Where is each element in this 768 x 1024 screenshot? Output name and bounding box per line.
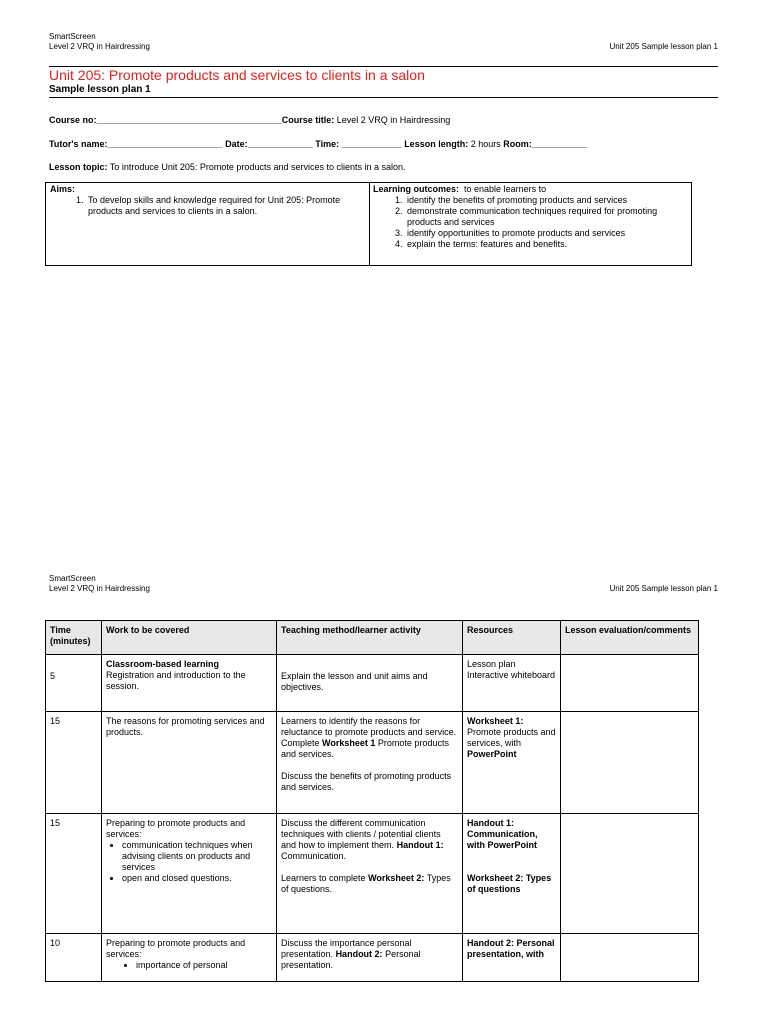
- table-row: [46, 655, 699, 712]
- header-work: Work to be covered: [102, 621, 277, 655]
- work-heading: Classroom-based learning: [106, 659, 220, 669]
- page-subtitle: Sample lesson plan 1: [49, 84, 151, 95]
- method-paragraph: Discuss the different communication techniques with clients / potential clients and how to implement them. Handout 1: Communication.: [281, 818, 444, 861]
- resource-item: Worksheet 2: Types of questions: [467, 873, 552, 894]
- work-bullet: • communication techniques when advising clients on products and services: [122, 840, 272, 873]
- course-no-label: Course no:: [49, 115, 97, 125]
- header-resources: Resources: [463, 621, 561, 655]
- row-resources: [463, 655, 561, 712]
- resource-item: Handout 1: Communication, with PowerPoint: [467, 818, 538, 850]
- header-time: Time (minutes): [46, 621, 102, 655]
- row-method: Discuss the importance personal presentation. Handout 2: Personal presentation.: [277, 934, 463, 982]
- aims-label: Aims:: [50, 184, 76, 194]
- tutor-label: Tutor's name:: [49, 139, 108, 149]
- outcome-item: 1. identify the benefits of promoting products and services: [405, 195, 688, 206]
- page2-header-left: [49, 574, 150, 594]
- table-header-row: [46, 621, 699, 655]
- course-title-label: Course title:: [281, 115, 335, 125]
- aims-divider: [369, 183, 370, 265]
- page1-header-left: [49, 32, 150, 52]
- aims-list: [50, 195, 350, 217]
- table-row: [46, 712, 699, 814]
- length-label: Lesson length:: [404, 139, 469, 149]
- work-text: Registration and introduction to the session.: [106, 670, 246, 691]
- work-bullets: [106, 840, 272, 884]
- topic-value: To introduce Unit 205: Promote products and services to clients in a salon.: [109, 162, 406, 172]
- work-text: Preparing to promote products and services:: [106, 938, 246, 959]
- method-paragraph: Discuss the benefits of promoting products and services.: [281, 771, 452, 792]
- qualification-name: Level 2 VRQ in Hairdressing: [49, 42, 150, 51]
- tutor-line: [49, 139, 587, 149]
- row-resources: Worksheet 1: Promote products and services, with PowerPoint: [463, 712, 561, 814]
- tutor-blank: _______________________: [107, 139, 223, 149]
- row-evaluation: [561, 712, 699, 814]
- work-bullet: • open and closed questions.: [122, 873, 272, 884]
- row-evaluation: [561, 934, 699, 982]
- room-label: Room:: [503, 139, 532, 149]
- date-blank: _____________: [247, 139, 313, 149]
- course-no-blank: _____________________________________: [96, 115, 282, 125]
- room-blank: ___________: [531, 139, 587, 149]
- page-title: Unit 205: Promote products and services to clients in a salon: [49, 67, 425, 83]
- row-time: 15: [46, 814, 102, 934]
- brand-name: SmartScreen: [49, 574, 96, 583]
- outcome-item: 3. identify opportunities to promote products and services: [405, 228, 688, 239]
- length-value: 2 hours: [470, 139, 501, 149]
- row-evaluation: [561, 655, 699, 712]
- work-bullets: [106, 960, 272, 971]
- row-resources: Handout 2: Personal presentation, with: [463, 934, 561, 982]
- course-title-value: Level 2 VRQ in Hairdressing: [336, 115, 451, 125]
- aims-section: [50, 184, 350, 217]
- qualification-name: Level 2 VRQ in Hairdressing: [49, 584, 150, 593]
- outcome-item: 2. demonstrate communication techniques required for promoting products and services: [405, 206, 688, 228]
- aim-item: 1. To develop skills and knowledge required for Unit 205: Promote products and services to clients in a salon.: [86, 195, 350, 217]
- row-resources: [463, 814, 561, 934]
- row-work: [102, 814, 277, 934]
- row-work: [102, 934, 277, 982]
- row-method: [277, 814, 463, 934]
- topic-line: [49, 162, 406, 172]
- resource-item: Interactive whiteboard: [467, 670, 556, 680]
- time-label: Time:: [315, 139, 340, 149]
- row-time: 5: [46, 655, 102, 712]
- topic-label: Lesson topic:: [49, 162, 108, 172]
- method-paragraph: Learners to identify the reasons for reluctance to promote products and service. Complete Worksheet 1 Promote products and services.: [281, 716, 457, 759]
- outcomes-section: [373, 184, 688, 250]
- aims-outcomes-box: [45, 182, 692, 266]
- row-work: The reasons for promoting services and products.: [102, 712, 277, 814]
- course-line: [49, 115, 450, 125]
- row-evaluation: [561, 814, 699, 934]
- header-method: Teaching method/learner activity: [277, 621, 463, 655]
- brand-name: SmartScreen: [49, 32, 96, 41]
- subtitle-bottom-rule: [49, 97, 718, 98]
- page2-doc-ref: Unit 205 Sample lesson plan 1: [609, 584, 718, 593]
- outcome-item: 4. explain the terms: features and benefits.: [405, 239, 688, 250]
- row-method: [277, 712, 463, 814]
- outcomes-label: Learning outcomes:: [373, 184, 460, 194]
- page1-doc-ref: Unit 205 Sample lesson plan 1: [609, 42, 718, 51]
- work-bullet: • importance of personal: [136, 960, 272, 971]
- resource-item: Lesson plan: [467, 659, 516, 669]
- header-evaluation: Lesson evaluation/comments: [561, 621, 699, 655]
- work-text: Preparing to promote products and services:: [106, 818, 246, 839]
- row-method: Explain the lesson and unit aims and objectives.: [277, 655, 463, 712]
- lesson-plan-table: [45, 620, 699, 982]
- outcomes-intro: to enable learners to: [464, 184, 547, 194]
- date-label: Date:: [225, 139, 248, 149]
- outcomes-list: [373, 195, 688, 250]
- time-blank: ____________: [341, 139, 402, 149]
- row-time: 15: [46, 712, 102, 814]
- row-time: 10: [46, 934, 102, 982]
- table-row: [46, 814, 699, 934]
- table-row: [46, 934, 699, 982]
- row-work: [102, 655, 277, 712]
- method-paragraph: Learners to complete Worksheet 2: Types of questions.: [281, 873, 451, 894]
